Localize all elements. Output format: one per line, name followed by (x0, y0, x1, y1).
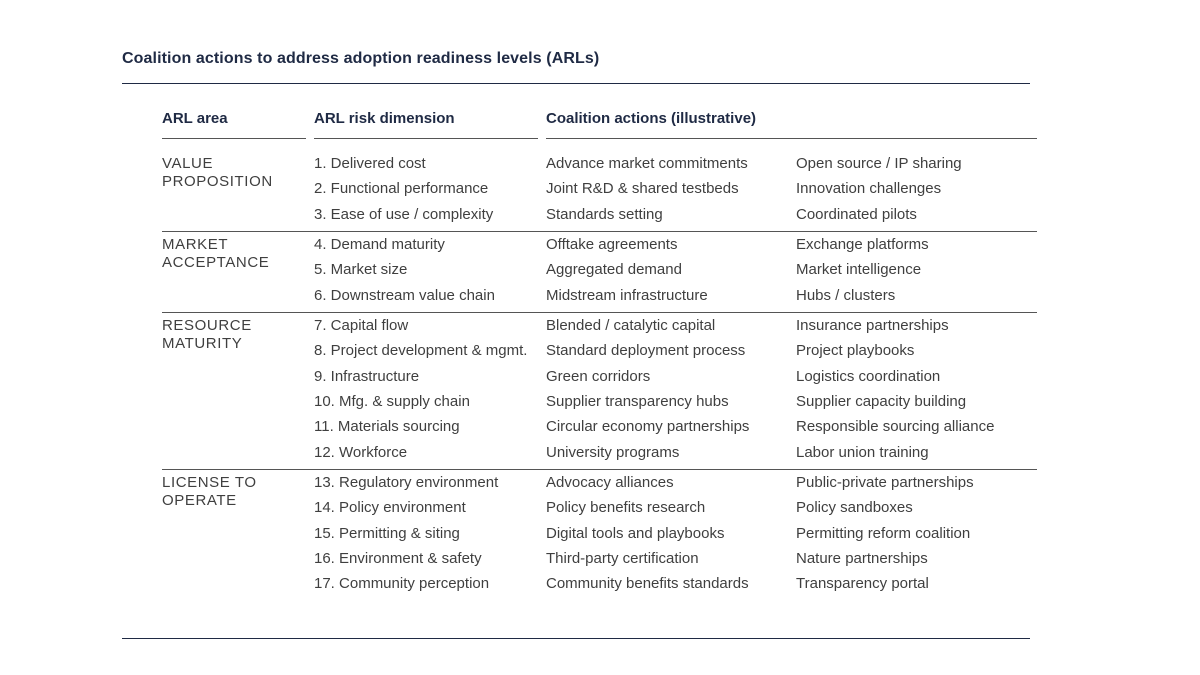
arl-area-label: LICENSE TO OPERATE (162, 474, 257, 509)
header-underline-actions (546, 138, 1037, 139)
group-separator (162, 231, 1037, 232)
coalition-action-cell: University programs (546, 443, 680, 461)
coalition-action-cell: Green corridors (546, 367, 651, 385)
coalition-action-cell: Supplier transparency hubs (546, 392, 729, 410)
coalition-action-cell: Logistics coordination (796, 367, 941, 385)
coalition-action-cell: Digital tools and playbooks (546, 524, 725, 542)
coalition-action-cell: Labor union training (796, 443, 929, 461)
risk-dimension-cell: 4. Demand maturity (314, 236, 445, 253)
coalition-action-cell: Blended / catalytic capital (546, 317, 716, 334)
risk-dimension-cell: 16. Environment & safety (314, 549, 482, 567)
coalition-action-cell: Advocacy alliances (546, 474, 674, 491)
coalition-action-cell: Offtake agreements (546, 236, 678, 253)
risk-dimension-cell: 1. Delivered cost (314, 155, 426, 172)
coalition-action-cell: Midstream infrastructure (546, 286, 708, 304)
coalition-action-cell: Public-private partnerships (796, 474, 974, 491)
coalition-action-cell: Standard deployment process (546, 342, 746, 360)
risk-dimension-cell: 17. Community perception (314, 575, 490, 593)
coalition-action-cell: Aggregated demand (546, 261, 682, 279)
risk-dimension-cell: 11. Materials sourcing (314, 418, 460, 436)
coalition-action-cell: Responsible sourcing alliance (796, 418, 995, 436)
top-rule (122, 83, 1030, 84)
coalition-action-cell: Transparency portal (796, 575, 929, 593)
risk-dimension-cell: 14. Policy environment (314, 499, 466, 517)
risk-dimension-cell: 7. Capital flow (314, 317, 409, 334)
coalition-action-cell: Third-party certification (546, 549, 699, 567)
risk-dimension-cell: 5. Market size (314, 261, 408, 279)
risk-dimension-cell: 10. Mfg. & supply chain (314, 392, 470, 410)
coalition-action-cell: Supplier capacity building (796, 392, 967, 410)
coalition-action-cell: Market intelligence (796, 261, 922, 279)
arl-area-label: VALUE PROPOSITION (162, 155, 273, 190)
coalition-action-cell: Permitting reform coalition (796, 524, 971, 542)
coalition-action-cell: Circular economy partnerships (546, 418, 750, 436)
coalition-action-cell: Exchange platforms (796, 236, 929, 253)
coalition-action-cell: Open source / IP sharing (796, 155, 962, 172)
risk-dimension-cell: 6. Downstream value chain (314, 286, 495, 304)
coalition-action-cell: Coordinated pilots (796, 205, 917, 223)
risk-dimension-cell: 8. Project development & mgmt. (314, 342, 528, 360)
coalition-action-cell: Advance market commitments (546, 155, 748, 172)
arl-area-label: MARKET ACCEPTANCE (162, 236, 270, 271)
header-coalition-actions: Coalition actions (illustrative) (546, 110, 757, 127)
coalition-action-cell: Joint R&D & shared testbeds (546, 180, 739, 198)
header-underline-area (162, 138, 306, 139)
coalition-action-cell: Nature partnerships (796, 549, 928, 567)
page-title: Coalition actions to address adoption readiness levels (ARLs) (122, 50, 600, 67)
risk-dimension-cell: 2. Functional performance (314, 180, 489, 198)
risk-dimension-cell: 15. Permitting & siting (314, 524, 460, 542)
risk-dimension-cell: 9. Infrastructure (314, 367, 420, 385)
coalition-action-cell: Standards setting (546, 205, 663, 223)
header-underline-dimension (314, 138, 538, 139)
risk-dimension-cell: 3. Ease of use / complexity (314, 205, 494, 223)
coalition-action-cell: Hubs / clusters (796, 286, 896, 304)
header-arl-area: ARL area (162, 110, 228, 127)
bottom-rule (122, 638, 1030, 639)
group-separator (162, 312, 1037, 313)
coalition-action-cell: Innovation challenges (796, 180, 942, 198)
risk-dimension-cell: 13. Regulatory environment (314, 474, 499, 491)
coalition-action-cell: Insurance partnerships (796, 317, 949, 334)
risk-dimension-cell: 12. Workforce (314, 443, 408, 461)
coalition-action-cell: Policy sandboxes (796, 499, 913, 517)
coalition-action-cell: Project playbooks (796, 342, 915, 360)
header-risk-dimension: ARL risk dimension (314, 110, 455, 127)
arl-area-label: RESOURCE MATURITY (162, 317, 252, 352)
group-separator (162, 469, 1037, 470)
coalition-action-cell: Policy benefits research (546, 499, 706, 517)
coalition-action-cell: Community benefits standards (546, 575, 749, 593)
